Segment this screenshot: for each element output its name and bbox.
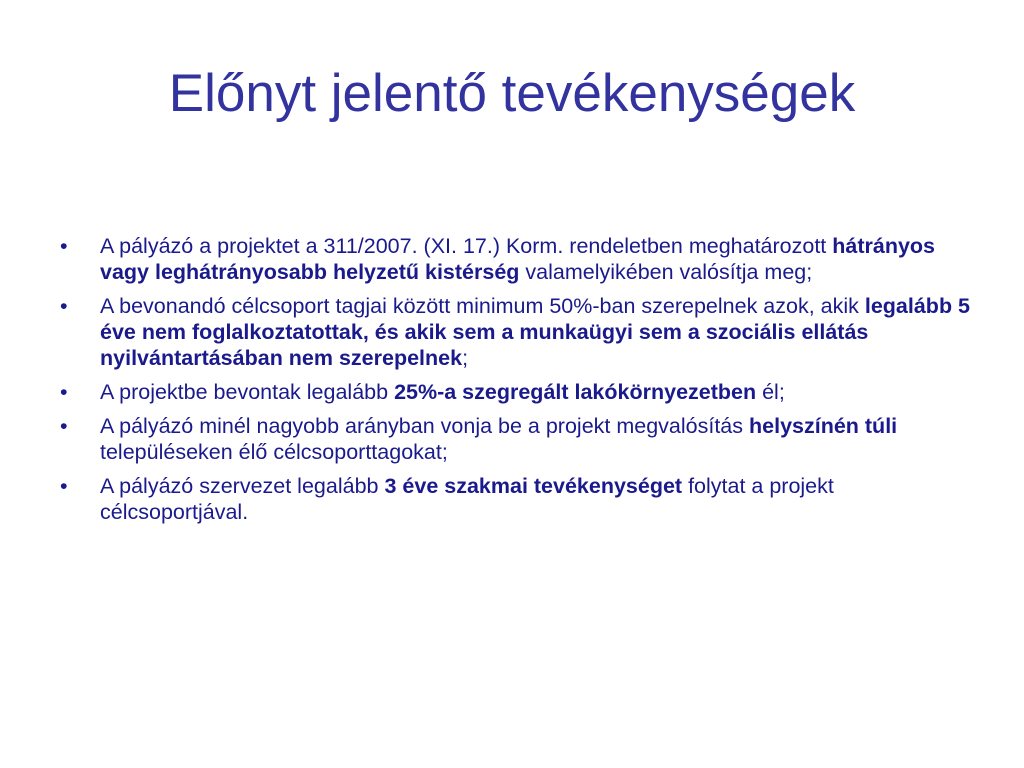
- bullet-dot-icon: •: [60, 474, 68, 498]
- bullet-text: A pályázó minél nagyobb arányban vonja be a projekt megvalósítás: [100, 414, 749, 438]
- bullet-text-emphasis: 3 éve szakmai tevékenységet: [384, 474, 683, 498]
- bullet-dot-icon: •: [60, 234, 68, 258]
- bullet-item: [60, 413, 980, 465]
- bullet-text-emphasis: helyszínén túli: [749, 414, 898, 438]
- bullet-item: [60, 379, 980, 405]
- bullet-text: valamelyikében valósítja meg;: [519, 260, 813, 284]
- bullet-text: A projektbe bevontak legalább: [100, 380, 395, 404]
- bullet-text-emphasis: 25%-a szegregált lakókörnyezetben: [394, 380, 757, 404]
- bullet-item: [60, 293, 980, 371]
- bullet-text: településeken élő célcsoporttagokat;: [100, 440, 448, 464]
- bullet-text: A bevonandó célcsoport tagjai között minimum 50%-ban szerepelnek azok, akik: [100, 294, 865, 318]
- bullet-text: ;: [462, 346, 469, 370]
- bullet-list: [60, 233, 980, 533]
- bullet-text-emphasis: legalább 5 éve nem foglalkoztatottak, és akik sem a munkaügyi sem a szociális ellátás nyilvántartásában nem szerepelnek: [100, 294, 971, 370]
- bullet-text: A pályázó szervezet legalább: [100, 474, 385, 498]
- slide-title: Előnyt jelentő tevékenységek: [168, 64, 856, 123]
- bullet-dot-icon: •: [60, 414, 68, 438]
- bullet-text: A pályázó a projektet a 311/2007. (XI. 17.) Korm. rendeletben meghatározott: [100, 234, 833, 258]
- bullet-text-emphasis: hátrányos vagy leghátrányosabb helyzetű kistérség: [100, 234, 936, 284]
- bullet-text: folytat a projekt célcsoportjával.: [100, 474, 834, 524]
- bullet-item: [60, 473, 980, 525]
- bullet-item: [60, 233, 980, 285]
- bullet-dot-icon: •: [60, 294, 68, 318]
- bullet-dot-icon: •: [60, 380, 68, 404]
- bullet-text: él;: [756, 380, 785, 404]
